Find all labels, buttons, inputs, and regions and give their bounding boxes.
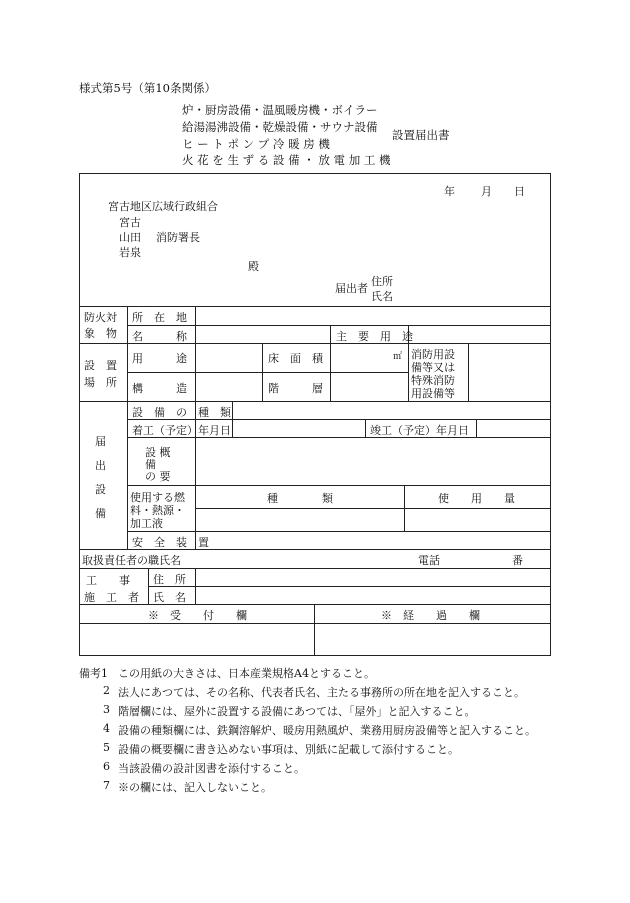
date-day: 日	[514, 185, 525, 198]
fire-target-label-1: 防火対	[84, 311, 117, 324]
contractor-label-1: 工 事	[86, 574, 130, 587]
notifier-address-label: 住所	[371, 275, 393, 288]
outline-label-1: 設 概	[145, 446, 171, 459]
completion-date-label: 竣工（予定）年月日	[370, 424, 469, 437]
area-unit: ㎡	[393, 352, 403, 362]
fire-target-name: 名 称	[132, 330, 187, 343]
addressee-honorific: 殿	[248, 260, 259, 273]
title-line-4: 火 花 を 生 ず る 設 備 ・ 放 電 加 工 機	[182, 153, 391, 167]
fuel-label-3: 加工液	[130, 517, 163, 530]
form-number: 様式第5号（第10条関係）	[79, 81, 216, 95]
fire-equipment-label-3: 特殊消防	[411, 374, 455, 387]
equipment-side-1: 届	[95, 435, 106, 448]
note-6-number: 6	[103, 760, 110, 773]
contractor-label-2: 施 工 者	[84, 591, 139, 604]
station-yamada: 山田	[119, 231, 141, 244]
reception-column: ※ 受 付 欄	[148, 609, 247, 622]
note-7: ※の欄には、記入しないこと。	[118, 781, 272, 794]
install-use-label: 用 途	[132, 352, 187, 365]
note-4-number: 4	[103, 722, 110, 735]
note-7-number: 7	[103, 779, 110, 792]
note-3: 階層欄には、屋外に設置する設備にあつては、「屋外」と記入すること。	[118, 705, 476, 718]
note-5: 設備の概要欄に書き込めない事項は、別紙に記載して添付すること。	[118, 743, 459, 756]
equipment-type-label: 設 備 の 種 類	[132, 406, 231, 419]
notes-heading: 備考1	[79, 667, 108, 680]
usage-amount-label: 使 用 量	[438, 492, 515, 505]
notifier-label: 届出者	[335, 282, 368, 295]
addressee-organization: 宮古地区広域行政組合	[108, 200, 218, 213]
contractor-name-label: 氏 名	[153, 591, 186, 604]
addressee-chief: 消防署長	[156, 231, 200, 244]
floor-level-label: 階 層	[268, 382, 323, 395]
outline-label-2: 備	[145, 458, 156, 471]
phone-label: 電話	[418, 554, 440, 567]
safety-device-label: 安 全 装 置	[132, 536, 209, 549]
equipment-side-4: 備	[95, 507, 106, 520]
date-year: 年	[444, 185, 455, 198]
note-2-number: 2	[103, 684, 110, 697]
install-place-label-1: 設 置	[84, 359, 117, 372]
phone-number-suffix: 番	[512, 554, 523, 567]
station-miyako: 宮古	[119, 216, 141, 229]
station-iwaizumi: 岩泉	[119, 246, 141, 259]
fuel-label-1: 使用する燃	[130, 491, 185, 504]
equipment-side-3: 設	[95, 483, 106, 496]
note-2: 法人にあつては、その名称、代表者氏名、主たる事務所の所在地を記入すること。	[118, 686, 525, 699]
kind-label: 種 類	[267, 492, 333, 505]
date-month: 月	[481, 185, 492, 198]
note-3-number: 3	[103, 703, 110, 716]
outline-label-3: の 要	[145, 470, 171, 483]
floor-area-label: 床 面 積	[268, 352, 323, 365]
equipment-side-2: 出	[95, 459, 106, 472]
progress-column: ※ 経 過 欄	[381, 609, 480, 622]
title-suffix: 設置届出書	[392, 128, 450, 142]
start-date-label: 着工（予定）年月日	[132, 424, 231, 437]
title-line-3: ヒ ー ト ポ ン プ 冷 暖 房 機	[182, 137, 330, 151]
fire-target-label-2: 象 物	[84, 327, 117, 340]
notifier-name-label: 氏名	[371, 290, 393, 303]
fire-target-main-use: 主 要 用 途	[336, 330, 413, 343]
fuel-label-2: 料・熱源・	[130, 504, 185, 517]
fire-equipment-label-2: 備等又は	[411, 361, 455, 374]
contractor-address-label: 住 所	[153, 573, 186, 586]
note-1: この用紙の大きさは、日本産業規格A4とすること。	[118, 667, 375, 680]
fire-equipment-label-1: 消防用設	[411, 348, 455, 361]
manager-label: 取扱責任者の職氏名	[82, 554, 181, 567]
install-place-label-2: 場 所	[84, 376, 117, 389]
note-4: 設備の種類欄には、鉄鋼溶解炉、暖房用熱風炉、業務用厨房設備等と記入すること。	[118, 724, 536, 737]
fire-target-location: 所 在 地	[132, 311, 187, 324]
structure-label: 構 造	[132, 382, 187, 395]
title-line-2: 給湯湯沸設備・乾燥設備・サウナ設備	[182, 120, 378, 134]
fire-equipment-label-4: 用設備等	[411, 387, 455, 400]
note-5-number: 5	[103, 741, 110, 754]
note-6: 当該設備の設計図書を添付すること。	[118, 762, 305, 775]
title-line-1: 炉・厨房設備・温風暖房機・ボイラー	[182, 103, 378, 117]
